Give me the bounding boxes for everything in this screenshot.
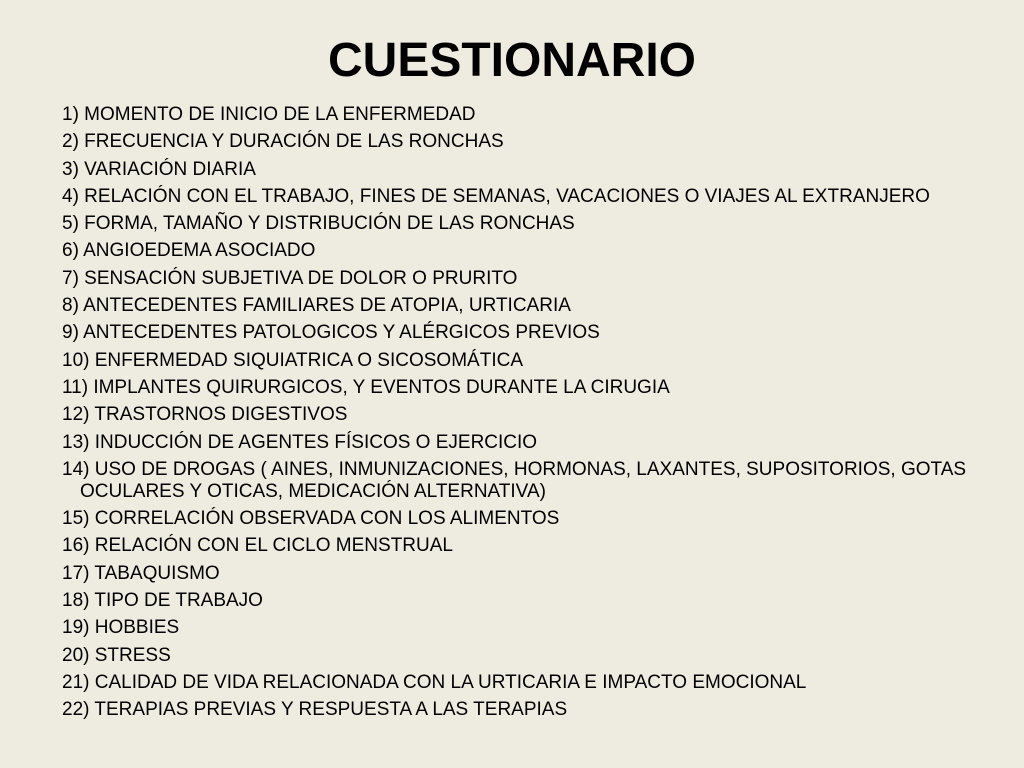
list-item: 3) VARIACIÓN DIARIA xyxy=(62,158,256,180)
list-item: 13) INDUCCIÓN DE AGENTES FÍSICOS O EJERCICIO xyxy=(62,431,538,453)
list-item: 8) ANTECEDENTES FAMILIARES DE ATOPIA, URTICARIA xyxy=(62,295,571,317)
list-item: 16) RELACIÓN CON EL CICLO MENSTRUAL xyxy=(62,535,453,557)
list-item: 1) MOMENTO DE INICIO DE LA ENFERMEDAD xyxy=(62,104,476,125)
list-item: 14) USO DE DROGAS ( AINES, INMUNIZACIONES, HORMONAS, LAXANTES, SUPOSITORIOS, GOTAS OCULARES Y OTICAS, MEDICACIÓN ALTERNATIVA) xyxy=(62,458,967,502)
list-item: 15) CORRELACIÓN OBSERVADA CON LOS ALIMENTOS xyxy=(62,508,560,530)
list-item: 7) SENSACIÓN SUBJETIVA DE DOLOR O PRURITO xyxy=(62,267,518,289)
list-item: 9) ANTECEDENTES PATOLOGICOS Y ALÉRGICOS PREVIOS xyxy=(62,322,600,344)
list-item: 6) ANGIOEDEMA ASOCIADO xyxy=(62,240,316,262)
list-item: 10) ENFERMEDAD SIQUIATRICA O SICOSOMÁTICA xyxy=(62,349,523,371)
list-item: 12) TRASTORNOS DIGESTIVOS xyxy=(62,404,348,426)
list-item: 18) TIPO DE TRABAJO xyxy=(62,590,263,612)
slide-title: CUESTIONARIO xyxy=(327,34,696,87)
list-item: 4) RELACIÓN CON EL TRABAJO, FINES DE SEMANAS, VACACIONES O VIAJES AL EXTRANJERO xyxy=(62,185,930,207)
list-item: 21) CALIDAD DE VIDA RELACIONADA CON LA URTICARIA E IMPACTO EMOCIONAL xyxy=(62,671,807,693)
list-item: 11) IMPLANTES QUIRURGICOS, Y EVENTOS DURANTE LA CIRUGIA xyxy=(62,376,670,398)
list-item: 20) STRESS xyxy=(62,644,171,666)
list-item: 2) FRECUENCIA Y DURACIÓN DE LAS RONCHAS xyxy=(62,131,504,153)
list-item: 22) TERAPIAS PREVIAS Y RESPUESTA A LAS TERAPIAS xyxy=(62,699,568,721)
list-item: 5) FORMA, TAMAÑO Y DISTRIBUCIÓN DE LAS RONCHAS xyxy=(62,213,575,235)
list-item: 19) HOBBIES xyxy=(62,617,180,639)
questionnaire-list xyxy=(62,104,982,727)
list-item: 17) TABAQUISMO xyxy=(62,562,220,584)
